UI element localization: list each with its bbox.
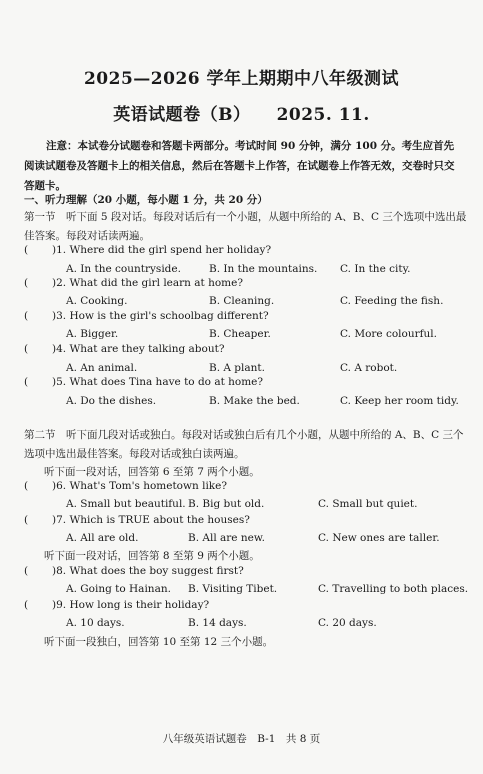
option-b: B. All are new. (188, 532, 265, 544)
question-text: How long is their holiday? (69, 599, 210, 611)
question-1: ( )1. Where did the girl spend her holiday? (24, 244, 272, 256)
option-b: B. Cleaning. (209, 295, 275, 307)
option-b: B. 14 days. (188, 617, 247, 629)
option-c: C. Feeding the fish. (340, 295, 444, 307)
exam-subtitle (0, 100, 483, 125)
option-c: C. More colourful. (340, 328, 437, 340)
option-c: C. Keep her room tidy. (340, 395, 459, 407)
question-7: ( )7. Which is TRUE about the houses? (24, 514, 250, 526)
option-a: A. All are old. (66, 532, 139, 544)
question-4: ( )4. What are they talking about? (24, 343, 225, 355)
answer-blank: ( (24, 244, 29, 256)
option-c: C. Travelling to both places. (318, 583, 469, 595)
listening-subheading: 听下面一段独白，回答第 10 至第 12 三个小题。 (44, 636, 274, 648)
option-a: A. Bigger. (66, 328, 119, 340)
answer-blank: ( (24, 480, 29, 492)
option-b: B. Cheaper. (209, 328, 271, 340)
answer-blank: ( (24, 310, 29, 322)
question-3: ( )3. How is the girl's schoolbag different? (24, 310, 269, 322)
paper-name: 英语试题卷（B） (113, 105, 251, 125)
option-a: A. An animal. (66, 362, 138, 374)
option-c: C. A robot. (340, 362, 398, 374)
answer-blank: ( (24, 599, 29, 611)
listening-subheading: 听下面一段对话，回答第 6 至第 7 两个小题。 (44, 466, 260, 478)
answer-blank: ( (24, 565, 29, 577)
question-text: What are they talking about? (69, 343, 225, 355)
option-c: C. 20 days. (318, 617, 377, 629)
page-footer: 八年级英语试题卷 B-1 共 8 页 (162, 733, 321, 745)
option-a: A. Going to Hainan. (66, 583, 171, 595)
option-c: C. New ones are taller. (318, 532, 440, 544)
question-text: What does Tina have to do at home? (69, 376, 264, 388)
option-b: B. In the mountains. (209, 263, 318, 275)
question-text: What did the girl learn at home? (69, 277, 243, 289)
option-a: A. Small but beautiful. (66, 498, 186, 510)
question-9: ( )9. How long is their holiday? (24, 599, 210, 611)
question-2: ( )2. What did the girl learn at home? (24, 277, 243, 289)
section-title-listening: 一、听力理解（20 小题，每小题 1 分，共 20 分） (24, 194, 268, 206)
question-text: What's Tom's hometown like? (69, 480, 228, 492)
option-a: A. 10 days. (66, 617, 125, 629)
option-b: B. Visiting Tibet. (188, 583, 278, 595)
question-8: ( )8. What does the boy suggest first? (24, 565, 244, 577)
exam-date: 2025. 11. (276, 105, 370, 125)
exam-title: 2025—2026 学年上期期中八年级测试 (83, 69, 400, 89)
exam-notice: 注意：本试卷分试题卷和答题卡两部分。考试时间 90 分钟，满分 100 分。考生应首先阅读试题卷及答题卡上的相关信息，然后在答题卡上作答，在试题卷上作答无效，交卷时只交答题卡。 (24, 140, 455, 192)
answer-blank: ( (24, 277, 29, 289)
listening-subheading: 听下面一段对话，回答第 8 至第 9 两个小题。 (44, 550, 260, 562)
answer-blank: ( (24, 514, 29, 526)
question-text: Which is TRUE about the houses? (69, 514, 250, 526)
question-text: What does the boy suggest first? (69, 565, 244, 577)
option-a: A. Cooking. (66, 295, 128, 307)
question-text: How is the girl's schoolbag different? (69, 310, 269, 322)
question-text: Where did the girl spend her holiday? (69, 244, 272, 256)
option-c: C. In the city. (340, 263, 411, 275)
option-c: C. Small but quiet. (318, 498, 418, 510)
option-a: A. In the countryside. (66, 263, 181, 275)
option-b: B. Big but old. (188, 498, 265, 510)
part2-instructions: 第二节 听下面几段对话或独白。每段对话或独白后有几个小题，从题中所给的 A、B、C 三个选项中选出最佳答案。每段对话或独白读两遍。 (24, 429, 464, 460)
option-b: B. A plant. (209, 362, 265, 374)
answer-blank: ( (24, 343, 29, 355)
option-b: B. Make the bed. (209, 395, 300, 407)
question-5: ( )5. What does Tina have to do at home? (24, 376, 264, 388)
answer-blank: ( (24, 376, 29, 388)
question-6: ( )6. What's Tom's hometown like? (24, 480, 228, 492)
part1-instructions: 第一节 听下面 5 段对话。每段对话后有一个小题，从题中所给的 A、B、C 三个选项中选出最佳答案。每段对话读两遍。 (24, 211, 467, 242)
option-a: A. Do the dishes. (66, 395, 157, 407)
